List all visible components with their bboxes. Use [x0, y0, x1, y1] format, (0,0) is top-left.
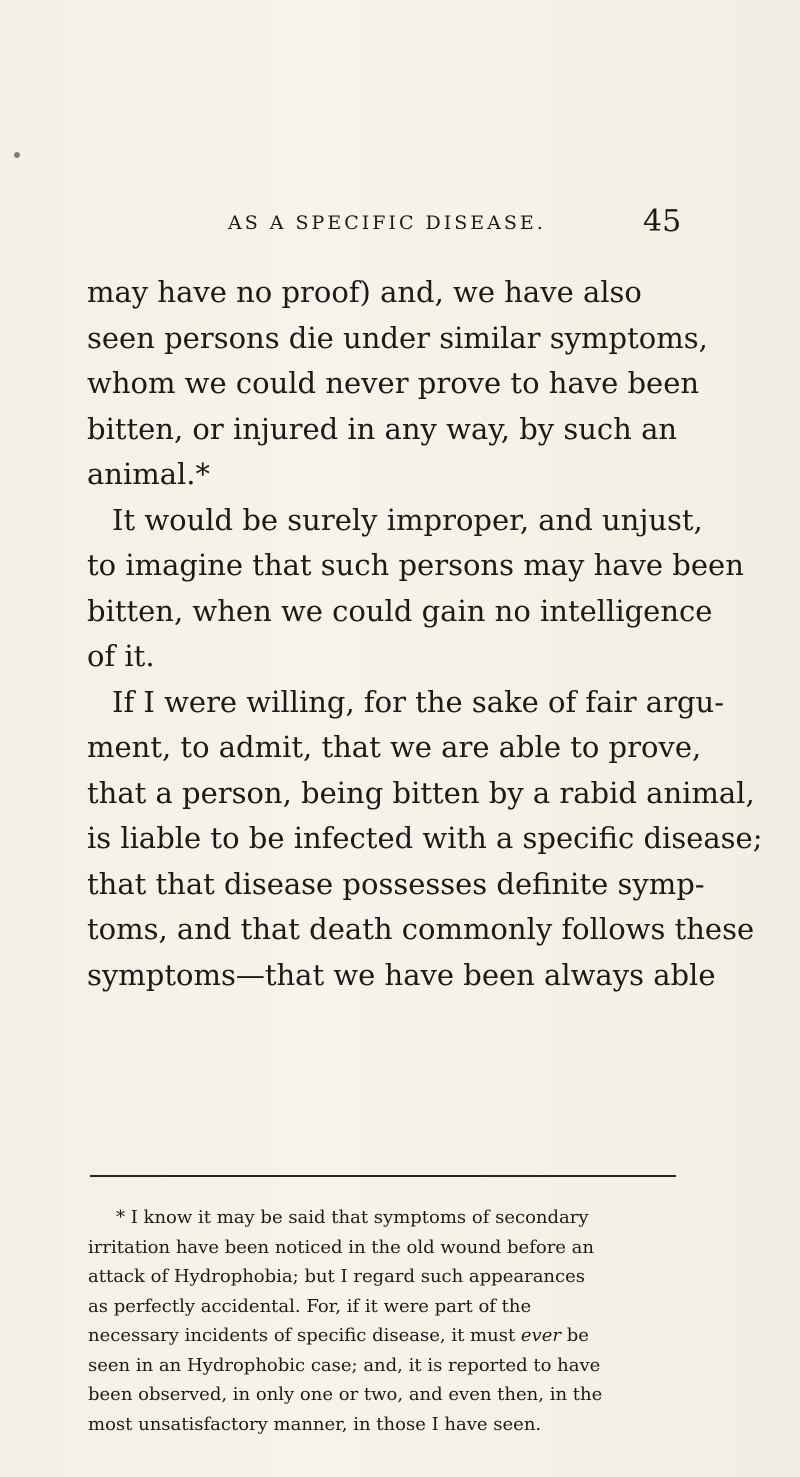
body-line: bitten, or injured in any way, by such an — [87, 411, 678, 446]
body-line: of it. — [87, 639, 155, 673]
body-line: seen persons die under similar symptoms, — [87, 320, 708, 355]
body-line: bitten, when we could gain no intelligence — [87, 593, 713, 628]
footnote-line: attack of Hydrophobia; but I regard such appearances — [88, 1266, 585, 1287]
body-line: If I were willing, for the sake of fair argu- — [112, 684, 725, 719]
body-line: is liable to be infected with a specific disease; — [87, 821, 763, 855]
footnote-line — [88, 1321, 688, 1351]
footnote-line: * I know it may be said that symptoms of secondary — [116, 1207, 589, 1228]
body-line: whom we could never prove to have been — [87, 366, 700, 400]
body-text — [87, 270, 763, 998]
body-line: It would be surely improper, and unjust, — [112, 502, 703, 537]
body-line: toms, and that death commonly follows these — [87, 912, 755, 946]
footnote-line: most unsatisfactory manner, in those I have seen. — [88, 1413, 542, 1435]
footnote-divider — [90, 1175, 676, 1177]
body-line: animal.* — [87, 457, 211, 491]
body-line: ment, to admit, that we are able to prove, — [87, 730, 702, 764]
body-line: to imagine that such persons may have been — [87, 548, 744, 582]
page-blemish — [14, 152, 20, 158]
body-line: may have no proof) and, we have also — [87, 275, 642, 309]
body-line: that that disease possesses definite symp- — [87, 866, 705, 901]
footnote-line: seen in an Hydrophobic case; and, it is reported to have — [88, 1354, 601, 1376]
footnote-line: been observed, in only one or two, and even then, in the — [88, 1384, 603, 1405]
footnote-text: necessary incidents of specific disease, it must — [88, 1325, 521, 1346]
footnote-emphasis: ever — [520, 1325, 561, 1346]
footnote-line: as perfectly accidental. For, if it were part of the — [88, 1295, 532, 1317]
footnote-line: irritation have been noticed in the old wound before an — [88, 1236, 594, 1258]
footnote-text: be — [560, 1325, 589, 1346]
running-head: AS A SPECIFIC DISEASE. — [228, 212, 546, 234]
footnote — [88, 1203, 688, 1439]
body-line: that a person, being bitten by a rabid animal, — [87, 775, 755, 810]
page-number: 45 — [643, 204, 682, 239]
body-line: symptoms—that we have been always able — [87, 957, 716, 992]
